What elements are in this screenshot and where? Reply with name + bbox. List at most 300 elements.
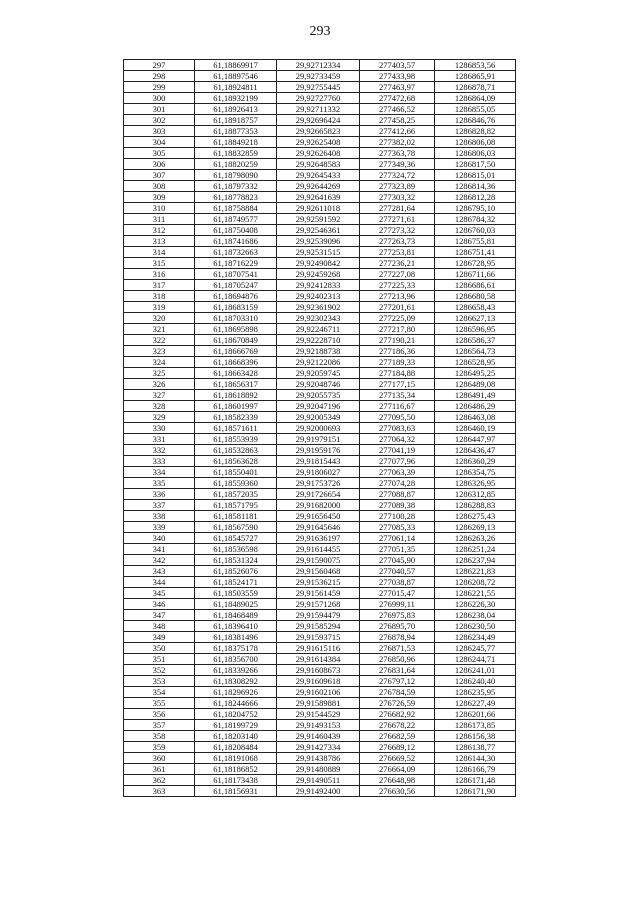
table-row	[124, 390, 516, 401]
table-row	[124, 346, 516, 357]
y-coordinate-cell: 1286269,13	[435, 522, 516, 533]
point-number-cell: 325	[124, 368, 195, 379]
latitude-cell: 61,18567590	[195, 522, 277, 533]
y-coordinate-cell: 1286463,08	[435, 412, 516, 423]
x-coordinate-cell: 277186,36	[360, 346, 435, 357]
x-coordinate-cell: 277089,38	[360, 500, 435, 511]
x-coordinate-cell: 277074,28	[360, 478, 435, 489]
latitude-cell: 61,18581181	[195, 511, 277, 522]
longitude-cell: 29,91645646	[277, 522, 360, 533]
table-row	[124, 236, 516, 247]
x-coordinate-cell: 276726,59	[360, 698, 435, 709]
table-row	[124, 280, 516, 291]
latitude-cell: 61,18663428	[195, 368, 277, 379]
latitude-cell: 61,18503559	[195, 588, 277, 599]
latitude-cell: 61,18559360	[195, 478, 277, 489]
table-row	[124, 511, 516, 522]
table-row	[124, 467, 516, 478]
longitude-cell: 29,91602106	[277, 687, 360, 698]
longitude-cell: 29,91427334	[277, 742, 360, 753]
y-coordinate-cell: 1286865,91	[435, 71, 516, 82]
latitude-cell: 61,18381496	[195, 632, 277, 643]
table-row	[124, 401, 516, 412]
x-coordinate-cell: 277324,72	[360, 170, 435, 181]
latitude-cell: 61,18204752	[195, 709, 277, 720]
x-coordinate-cell: 277363,78	[360, 148, 435, 159]
latitude-cell: 61,18670849	[195, 335, 277, 346]
latitude-cell: 61,18716229	[195, 258, 277, 269]
table-row	[124, 610, 516, 621]
y-coordinate-cell: 1286853,56	[435, 60, 516, 71]
x-coordinate-cell: 276669,52	[360, 753, 435, 764]
longitude-cell: 29,91490511	[277, 775, 360, 786]
latitude-cell: 61,18553939	[195, 434, 277, 445]
y-coordinate-cell: 1286166,79	[435, 764, 516, 775]
point-number-cell: 339	[124, 522, 195, 533]
latitude-cell: 61,18683159	[195, 302, 277, 313]
x-coordinate-cell: 277083,63	[360, 423, 435, 434]
y-coordinate-cell: 1286728,95	[435, 258, 516, 269]
longitude-cell: 29,91608673	[277, 665, 360, 676]
x-coordinate-cell: 277116,67	[360, 401, 435, 412]
x-coordinate-cell: 277100,28	[360, 511, 435, 522]
table-row	[124, 368, 516, 379]
longitude-cell: 29,92000693	[277, 423, 360, 434]
x-coordinate-cell: 277403,57	[360, 60, 435, 71]
point-number-cell: 355	[124, 698, 195, 709]
table-row	[124, 203, 516, 214]
y-coordinate-cell: 1286528,95	[435, 357, 516, 368]
y-coordinate-cell: 1286201,66	[435, 709, 516, 720]
latitude-cell: 61,18705247	[195, 280, 277, 291]
y-coordinate-cell: 1286627,13	[435, 313, 516, 324]
point-number-cell: 327	[124, 390, 195, 401]
longitude-cell: 29,92711332	[277, 104, 360, 115]
latitude-cell: 61,18550401	[195, 467, 277, 478]
y-coordinate-cell: 1286491,49	[435, 390, 516, 401]
point-number-cell: 337	[124, 500, 195, 511]
longitude-cell: 29,91815443	[277, 456, 360, 467]
y-coordinate-cell: 1286812,28	[435, 192, 516, 203]
point-number-cell: 338	[124, 511, 195, 522]
longitude-cell: 29,92228710	[277, 335, 360, 346]
latitude-cell: 61,18601997	[195, 401, 277, 412]
x-coordinate-cell: 276678,22	[360, 720, 435, 731]
point-number-cell: 332	[124, 445, 195, 456]
y-coordinate-cell: 1286828,82	[435, 126, 516, 137]
point-number-cell: 348	[124, 621, 195, 632]
y-coordinate-cell: 1286846,76	[435, 115, 516, 126]
latitude-cell: 61,18695898	[195, 324, 277, 335]
x-coordinate-cell: 277263,73	[360, 236, 435, 247]
table-row	[124, 775, 516, 786]
longitude-cell: 29,92611018	[277, 203, 360, 214]
table-row	[124, 731, 516, 742]
table-row	[124, 148, 516, 159]
latitude-cell: 61,18897546	[195, 71, 277, 82]
x-coordinate-cell: 276895,70	[360, 621, 435, 632]
latitude-cell: 61,18532863	[195, 445, 277, 456]
latitude-cell: 61,18707541	[195, 269, 277, 280]
y-coordinate-cell: 1286221,55	[435, 588, 516, 599]
y-coordinate-cell: 1286817,50	[435, 159, 516, 170]
latitude-cell: 61,18156931	[195, 786, 277, 797]
latitude-cell: 61,18820259	[195, 159, 277, 170]
point-number-cell: 299	[124, 82, 195, 93]
latitude-cell: 61,18191068	[195, 753, 277, 764]
table-row	[124, 522, 516, 533]
longitude-cell: 29,91460439	[277, 731, 360, 742]
y-coordinate-cell: 1286806,08	[435, 137, 516, 148]
x-coordinate-cell: 276630,56	[360, 786, 435, 797]
longitude-cell: 29,91438786	[277, 753, 360, 764]
y-coordinate-cell: 1286795,10	[435, 203, 516, 214]
y-coordinate-cell: 1286586,37	[435, 335, 516, 346]
point-number-cell: 336	[124, 489, 195, 500]
table-row	[124, 786, 516, 797]
latitude-cell: 61,18668396	[195, 357, 277, 368]
table-row	[124, 555, 516, 566]
y-coordinate-cell: 1286680,58	[435, 291, 516, 302]
table-row	[124, 60, 516, 71]
y-coordinate-cell: 1286755,81	[435, 236, 516, 247]
table-row	[124, 676, 516, 687]
point-number-cell: 350	[124, 643, 195, 654]
point-number-cell: 363	[124, 786, 195, 797]
longitude-cell: 29,92048746	[277, 379, 360, 390]
longitude-cell: 29,92047196	[277, 401, 360, 412]
x-coordinate-cell: 277064,32	[360, 434, 435, 445]
latitude-cell: 61,18778823	[195, 192, 277, 203]
table-row	[124, 445, 516, 456]
y-coordinate-cell: 1286234,49	[435, 632, 516, 643]
point-number-cell: 323	[124, 346, 195, 357]
y-coordinate-cell: 1286230,50	[435, 621, 516, 632]
latitude-cell: 61,18339266	[195, 665, 277, 676]
longitude-cell: 29,92005349	[277, 412, 360, 423]
longitude-cell: 29,91609618	[277, 676, 360, 687]
x-coordinate-cell: 277045,90	[360, 555, 435, 566]
x-coordinate-cell: 277201,61	[360, 302, 435, 313]
page-number: 293	[309, 24, 331, 39]
x-coordinate-cell: 276831,64	[360, 665, 435, 676]
table-row	[124, 170, 516, 181]
y-coordinate-cell: 1286814,36	[435, 181, 516, 192]
point-number-cell: 308	[124, 181, 195, 192]
x-coordinate-cell: 277303,32	[360, 192, 435, 203]
point-number-cell: 340	[124, 533, 195, 544]
latitude-cell: 61,18531324	[195, 555, 277, 566]
latitude-cell: 61,18694876	[195, 291, 277, 302]
latitude-cell: 61,18618892	[195, 390, 277, 401]
longitude-cell: 29,92712334	[277, 60, 360, 71]
point-number-cell: 341	[124, 544, 195, 555]
longitude-cell: 29,91614384	[277, 654, 360, 665]
longitude-cell: 29,91480889	[277, 764, 360, 775]
y-coordinate-cell: 1286245,77	[435, 643, 516, 654]
table-row	[124, 665, 516, 676]
point-number-cell: 317	[124, 280, 195, 291]
point-number-cell: 304	[124, 137, 195, 148]
table-row	[124, 698, 516, 709]
y-coordinate-cell: 1286263,26	[435, 533, 516, 544]
point-number-cell: 334	[124, 467, 195, 478]
latitude-cell: 61,18173438	[195, 775, 277, 786]
point-number-cell: 302	[124, 115, 195, 126]
latitude-cell: 61,18489025	[195, 599, 277, 610]
table-row	[124, 269, 516, 280]
y-coordinate-cell: 1286144,30	[435, 753, 516, 764]
x-coordinate-cell: 277038,87	[360, 577, 435, 588]
table-row	[124, 423, 516, 434]
latitude-cell: 61,18545727	[195, 533, 277, 544]
point-number-cell: 335	[124, 478, 195, 489]
point-number-cell: 324	[124, 357, 195, 368]
y-coordinate-cell: 1286751,41	[435, 247, 516, 258]
y-coordinate-cell: 1286489,08	[435, 379, 516, 390]
longitude-cell: 29,91636197	[277, 533, 360, 544]
table-row	[124, 500, 516, 511]
y-coordinate-cell: 1286240,40	[435, 676, 516, 687]
x-coordinate-cell: 277236,21	[360, 258, 435, 269]
longitude-cell: 29,91594479	[277, 610, 360, 621]
longitude-cell: 29,91806027	[277, 467, 360, 478]
point-number-cell: 351	[124, 654, 195, 665]
longitude-cell: 29,92648583	[277, 159, 360, 170]
latitude-cell: 61,18308292	[195, 676, 277, 687]
x-coordinate-cell: 277412,66	[360, 126, 435, 137]
table-row	[124, 126, 516, 137]
latitude-cell: 61,18849218	[195, 137, 277, 148]
x-coordinate-cell: 277015,47	[360, 588, 435, 599]
latitude-cell: 61,18356700	[195, 654, 277, 665]
longitude-cell: 29,92055735	[277, 390, 360, 401]
y-coordinate-cell: 1286138,77	[435, 742, 516, 753]
longitude-cell: 29,91614455	[277, 544, 360, 555]
latitude-cell: 61,18666769	[195, 346, 277, 357]
x-coordinate-cell: 277472,68	[360, 93, 435, 104]
y-coordinate-cell: 1286237,94	[435, 555, 516, 566]
latitude-cell: 61,18656317	[195, 379, 277, 390]
x-coordinate-cell: 276878,94	[360, 632, 435, 643]
table-row	[124, 478, 516, 489]
y-coordinate-cell: 1286760,03	[435, 225, 516, 236]
table-row	[124, 533, 516, 544]
latitude-cell: 61,18526076	[195, 566, 277, 577]
point-number-cell: 359	[124, 742, 195, 753]
x-coordinate-cell: 276871,53	[360, 643, 435, 654]
longitude-cell: 29,91590075	[277, 555, 360, 566]
longitude-cell: 29,91585294	[277, 621, 360, 632]
point-number-cell: 300	[124, 93, 195, 104]
longitude-cell: 29,91753726	[277, 478, 360, 489]
table-row	[124, 412, 516, 423]
latitude-cell: 61,18203140	[195, 731, 277, 742]
x-coordinate-cell: 277040,57	[360, 566, 435, 577]
table-row	[124, 291, 516, 302]
point-number-cell: 314	[124, 247, 195, 258]
x-coordinate-cell: 277063,39	[360, 467, 435, 478]
longitude-cell: 29,92625408	[277, 137, 360, 148]
x-coordinate-cell: 276664,09	[360, 764, 435, 775]
latitude-cell: 61,18396410	[195, 621, 277, 632]
point-number-cell: 330	[124, 423, 195, 434]
table-row	[124, 588, 516, 599]
longitude-cell: 29,92644269	[277, 181, 360, 192]
x-coordinate-cell: 277225,09	[360, 313, 435, 324]
point-number-cell: 358	[124, 731, 195, 742]
latitude-cell: 61,18563628	[195, 456, 277, 467]
table-row	[124, 324, 516, 335]
x-coordinate-cell: 277051,35	[360, 544, 435, 555]
x-coordinate-cell: 276850,96	[360, 654, 435, 665]
x-coordinate-cell: 277135,34	[360, 390, 435, 401]
latitude-cell: 61,18186852	[195, 764, 277, 775]
point-number-cell: 361	[124, 764, 195, 775]
y-coordinate-cell: 1286658,43	[435, 302, 516, 313]
longitude-cell: 29,92531515	[277, 247, 360, 258]
x-coordinate-cell: 277217,80	[360, 324, 435, 335]
y-coordinate-cell: 1286815,01	[435, 170, 516, 181]
point-number-cell: 322	[124, 335, 195, 346]
x-coordinate-cell: 277088,87	[360, 489, 435, 500]
table-row	[124, 247, 516, 258]
x-coordinate-cell: 276975,83	[360, 610, 435, 621]
y-coordinate-cell: 1286226,30	[435, 599, 516, 610]
point-number-cell: 320	[124, 313, 195, 324]
latitude-cell: 61,18877353	[195, 126, 277, 137]
point-number-cell: 307	[124, 170, 195, 181]
table-row	[124, 302, 516, 313]
longitude-cell: 29,92727760	[277, 93, 360, 104]
table-row	[124, 357, 516, 368]
y-coordinate-cell: 1286806,03	[435, 148, 516, 159]
latitude-cell: 61,18798090	[195, 170, 277, 181]
y-coordinate-cell: 1286564,73	[435, 346, 516, 357]
longitude-cell: 29,91959176	[277, 445, 360, 456]
latitude-cell: 61,18932199	[195, 93, 277, 104]
y-coordinate-cell: 1286241,01	[435, 665, 516, 676]
point-number-cell: 301	[124, 104, 195, 115]
point-number-cell: 313	[124, 236, 195, 247]
x-coordinate-cell: 276682,59	[360, 731, 435, 742]
x-coordinate-cell: 277077,96	[360, 456, 435, 467]
x-coordinate-cell: 277349,36	[360, 159, 435, 170]
point-number-cell: 318	[124, 291, 195, 302]
table-row	[124, 379, 516, 390]
point-number-cell: 342	[124, 555, 195, 566]
point-number-cell: 321	[124, 324, 195, 335]
longitude-cell: 29,91493153	[277, 720, 360, 731]
longitude-cell: 29,92302343	[277, 313, 360, 324]
x-coordinate-cell: 277177,15	[360, 379, 435, 390]
longitude-cell: 29,91561459	[277, 588, 360, 599]
longitude-cell: 29,92755445	[277, 82, 360, 93]
x-coordinate-cell: 276689,12	[360, 742, 435, 753]
table-row	[124, 192, 516, 203]
latitude-cell: 61,18750408	[195, 225, 277, 236]
longitude-cell: 29,92626408	[277, 148, 360, 159]
point-number-cell: 346	[124, 599, 195, 610]
latitude-cell: 61,18582339	[195, 412, 277, 423]
latitude-cell: 61,18296926	[195, 687, 277, 698]
longitude-cell: 29,92591592	[277, 214, 360, 225]
longitude-cell: 29,91492400	[277, 786, 360, 797]
x-coordinate-cell: 277189,33	[360, 357, 435, 368]
x-coordinate-cell: 277225,33	[360, 280, 435, 291]
longitude-cell: 29,92546361	[277, 225, 360, 236]
y-coordinate-cell: 1286596,95	[435, 324, 516, 335]
point-number-cell: 305	[124, 148, 195, 159]
latitude-cell: 61,18797332	[195, 181, 277, 192]
point-number-cell: 331	[124, 434, 195, 445]
table-row	[124, 71, 516, 82]
y-coordinate-cell: 1286171,48	[435, 775, 516, 786]
point-number-cell: 316	[124, 269, 195, 280]
x-coordinate-cell: 276784,59	[360, 687, 435, 698]
y-coordinate-cell: 1286855,05	[435, 104, 516, 115]
point-number-cell: 328	[124, 401, 195, 412]
longitude-cell: 29,92122086	[277, 357, 360, 368]
point-number-cell: 333	[124, 456, 195, 467]
y-coordinate-cell: 1286436,47	[435, 445, 516, 456]
x-coordinate-cell: 277227,08	[360, 269, 435, 280]
table-row	[124, 335, 516, 346]
point-number-cell: 352	[124, 665, 195, 676]
x-coordinate-cell: 277433,98	[360, 71, 435, 82]
longitude-cell: 29,92246711	[277, 324, 360, 335]
point-number-cell: 344	[124, 577, 195, 588]
point-number-cell: 310	[124, 203, 195, 214]
table-row	[124, 456, 516, 467]
latitude-cell: 61,18832859	[195, 148, 277, 159]
latitude-cell: 61,18924811	[195, 82, 277, 93]
table-row	[124, 214, 516, 225]
coordinates-table	[123, 59, 516, 797]
longitude-cell: 29,92361902	[277, 302, 360, 313]
latitude-cell: 61,18536598	[195, 544, 277, 555]
x-coordinate-cell: 277190,21	[360, 335, 435, 346]
latitude-cell: 61,18703310	[195, 313, 277, 324]
y-coordinate-cell: 1286156,38	[435, 731, 516, 742]
table-row	[124, 687, 516, 698]
longitude-cell: 29,91656450	[277, 511, 360, 522]
table-row	[124, 159, 516, 170]
y-coordinate-cell: 1286784,32	[435, 214, 516, 225]
point-number-cell: 329	[124, 412, 195, 423]
y-coordinate-cell: 1286275,43	[435, 511, 516, 522]
table-row	[124, 181, 516, 192]
longitude-cell: 29,91593715	[277, 632, 360, 643]
longitude-cell: 29,91536215	[277, 577, 360, 588]
longitude-cell: 29,92539096	[277, 236, 360, 247]
longitude-cell: 29,91589881	[277, 698, 360, 709]
point-number-cell: 319	[124, 302, 195, 313]
x-coordinate-cell: 277323,89	[360, 181, 435, 192]
y-coordinate-cell: 1286238,04	[435, 610, 516, 621]
latitude-cell: 61,18749577	[195, 214, 277, 225]
longitude-cell: 29,91615116	[277, 643, 360, 654]
y-coordinate-cell: 1286326,95	[435, 478, 516, 489]
point-number-cell: 347	[124, 610, 195, 621]
longitude-cell: 29,92412833	[277, 280, 360, 291]
longitude-cell: 29,91682000	[277, 500, 360, 511]
y-coordinate-cell: 1286447,97	[435, 434, 516, 445]
table-row	[124, 258, 516, 269]
table-row	[124, 643, 516, 654]
longitude-cell: 29,91726654	[277, 489, 360, 500]
table-row	[124, 621, 516, 632]
